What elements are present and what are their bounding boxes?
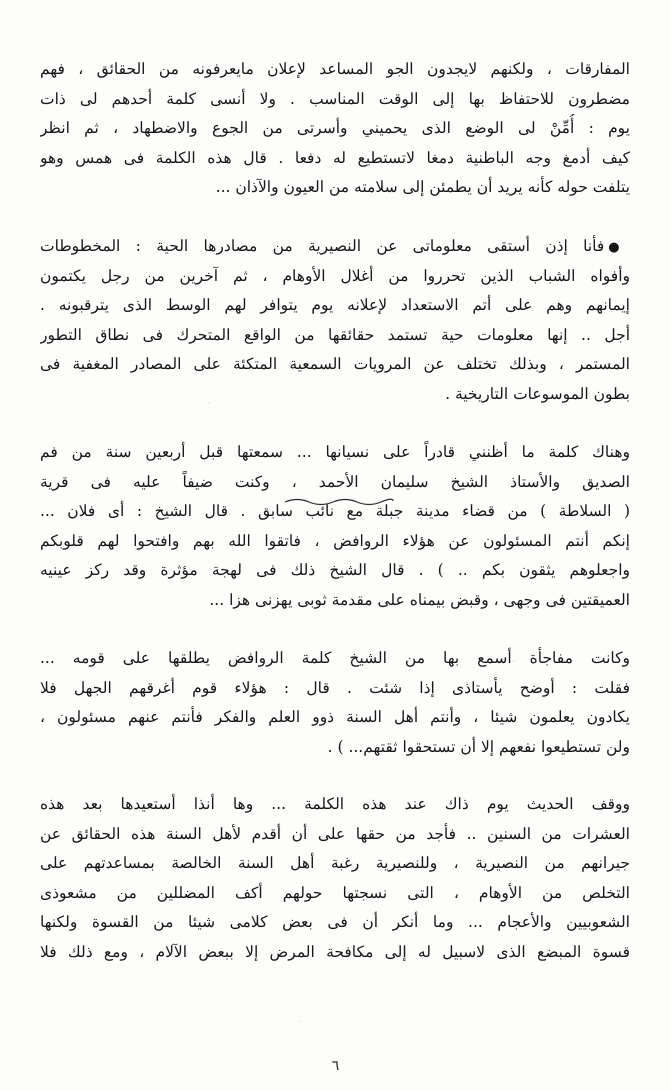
text-line: المستمر ، وبذلك تختلف عن المرويات السمعية المتكئة على المصادر المغفية فى [40, 355, 630, 373]
text-line: المفارقات ، ولكنهم لايجدون الجو المساعد لإعلان مايعرفونه من الحقائق ، فهم [40, 60, 630, 78]
text-line: التخلص من الأوهام ، التى نسجتها حولهم أكف المضللين من مشعوذى [40, 883, 630, 902]
text-line-content: فأنا إذن أستقى معلوماتى عن النصيرية من مصادرها الحية : المخطوطات [40, 237, 605, 255]
text-line: ولن تستطيعوا نفعهم إلا أن تستحقوا ثقتهم... ) . [327, 737, 630, 756]
scan-speck [512, 660, 515, 662]
text-line: واجعلوهم يثقون بكم .. ) . قال الشيخ ذلك فى لهجة مؤثرة وقد ركز عينيه [40, 561, 630, 579]
text-line: الشعوبيين والأعجام ... وما أنكر أن فى بعض كلامى شيئا من القسوة ولكنها [40, 913, 630, 931]
text-line: إيمانهم وهم على أتم الاستعداد لإعلانه يوم يتوافر لهم الوسط الذى يترقبونه . [40, 296, 630, 314]
paragraph-4 [40, 644, 630, 762]
paragraph-3 [40, 438, 630, 615]
text-line: العشرات من السنين .. فأجد من حقها على أن أقدم لأهل السنة هذه الحقائق عن [40, 824, 630, 843]
text-line: العميقتين فى وجهى ، وقبض بيمناه على مقدمة ثوبى يهزنى هزا ... [209, 590, 630, 609]
text-line: فقلت : أوضح يأستاذى إذا شئت . قال : هؤلاء قوم أغرقهم الجهل فلا [40, 678, 630, 697]
text-line: وكانت مفاجأة أسمع بها من الشيخ كلمة الروافض يطلقها على قومه ... [40, 649, 630, 667]
scan-speck [208, 402, 210, 404]
text-line: جيرانهم من النصيرية ، وللنصيرية رغبة أهل السنة الخالصة بمساعدتهم على [40, 854, 630, 872]
bullet-icon: ● [608, 240, 630, 255]
text-line: قسوة المبضع الذى لاسبيل له إلى مكافحة المرض إلا ببعض الآلام ، ومع ذلك فلا [40, 942, 630, 961]
scan-speck [440, 395, 443, 397]
text-line: يتلفت حوله كأنه يريد أن يطمئن إلى سلامته من العيون والآذان ... [215, 178, 630, 196]
text-line-with-bullet [40, 232, 630, 262]
scan-speck [300, 1020, 302, 1022]
text-line: كيف أدمغ وجه الباطنية دمغا لاتستطيع له دفعا . قال هذه الكلمة فى همس وهو [40, 148, 630, 167]
paragraph-5 [40, 790, 630, 967]
page-number: ٦ [331, 1058, 340, 1074]
paragraph-1 [40, 55, 630, 203]
text-line: إنكم أنتم المسئولون عن هؤلاء الروافض ، فاتقوا الله بهم وافتحوا لهم قلوبكم [40, 531, 630, 550]
text-line: يكادون يعلمون شيئا ، وأنتم أهل السنة ذوو العلم والفكر فأنتم عنهم مسئولون ، [40, 708, 630, 726]
text-line: يوم : أُمِّنْ لى الوضع الذى يحميني وأسرتى من الجوع والاضطهاد ، ثم انظر [40, 119, 630, 137]
text-line: بطون الموسوعات التاريخية . [445, 384, 630, 403]
text-line: وأفواه الشباب الذين تحرروا من أغلال الأوهام ، ثم آخرين من رجل يكتمون [40, 266, 630, 285]
text-line: الصديق والأستاذ الشيخ سليمان الأحمد ، وكنت ضيفاً عليه فى قرية [40, 472, 630, 491]
paragraph-2 [40, 232, 630, 409]
text-line: أجل .. إنها معلومات حية تستمد حقائقها من الواقع المتحرك فى نطاق التطور [40, 325, 630, 344]
text-line: ووقف الحديث يوم ذاك عند هذه الكلمة ... وها أنذا أستعيدها بعد هذه [40, 795, 630, 813]
text-line: مضطرون للاحتفاظ بها إلى الوقت المناسب . ولا أنسى كلمة أحدهم لى ذات [40, 89, 630, 108]
text-line: وهناك كلمة ما أظنني قادراً على نسيانها ... سمعتها قبل أربعين سنة من فم [40, 443, 630, 461]
text-line: ( السلاطة ) من قضاء مدينة جبلة مع نائب سابق . قال الشيخ : أى فلان ... [40, 502, 630, 520]
handwritten-underline-mark [283, 496, 395, 506]
